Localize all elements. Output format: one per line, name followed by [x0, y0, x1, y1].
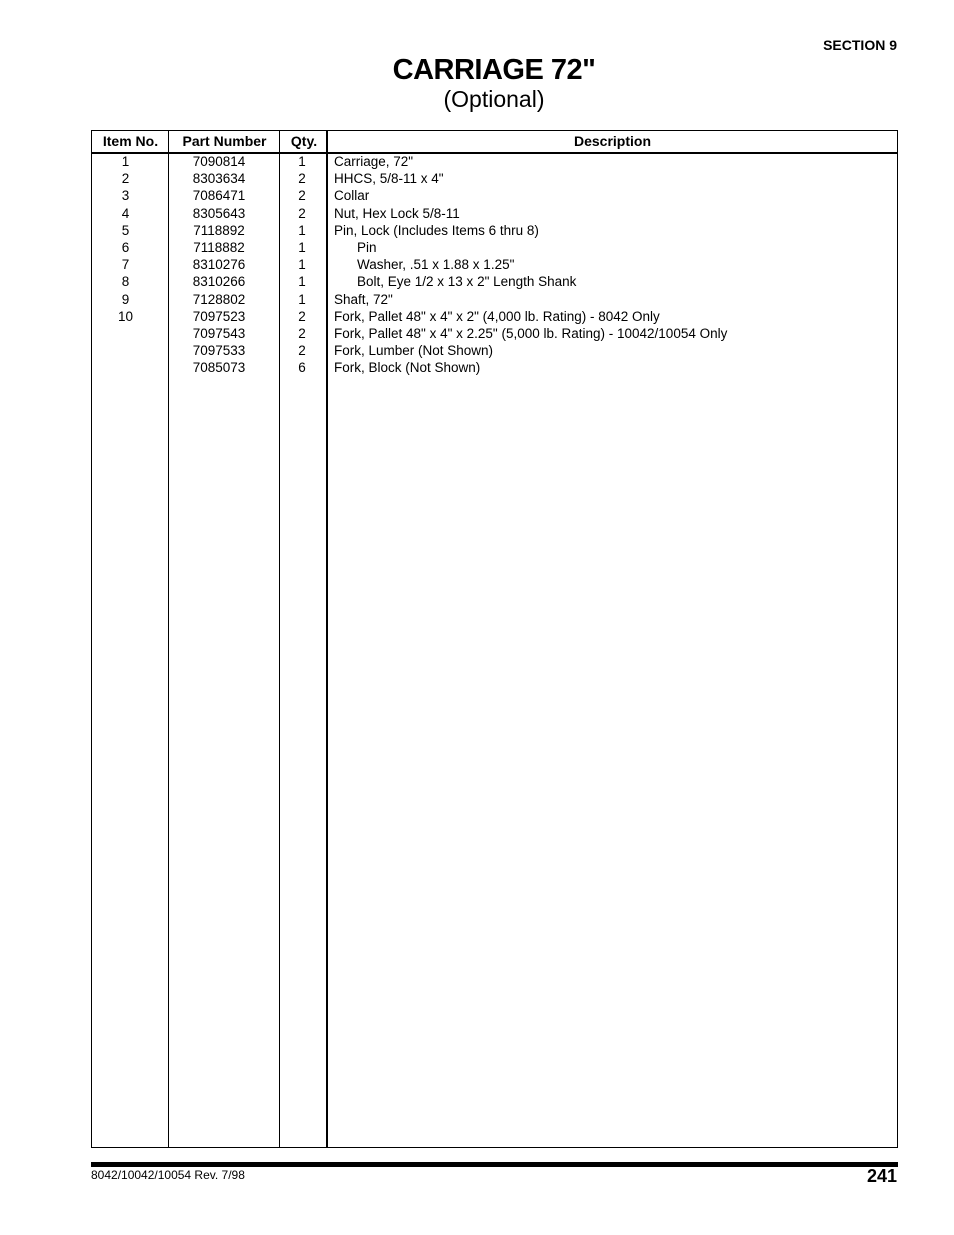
cell-description: Pin: [357, 239, 377, 255]
cell-part-number: 7097543: [192, 325, 246, 341]
cell-description: Nut, Hex Lock 5/8-11: [334, 205, 460, 221]
cell-part-number: 7128802: [192, 291, 246, 307]
table-row: [92, 187, 897, 204]
cell-item-no: 5: [121, 222, 130, 238]
cell-item-no: 9: [121, 291, 130, 307]
cell-qty: 1: [298, 257, 306, 273]
table-header: [92, 131, 897, 154]
footer-model-revision: 8042/10042/10054 Rev. 7/98: [91, 1168, 245, 1182]
header-part-number: Part Number: [182, 133, 267, 149]
cell-qty: 1: [298, 274, 306, 290]
cell-description: Shaft, 72": [334, 291, 393, 307]
cell-part-number: 8305643: [192, 205, 246, 221]
table-row: [92, 308, 897, 325]
page-subtitle: (Optional): [443, 86, 545, 112]
cell-part-number: 7085073: [192, 360, 246, 376]
table-row: [92, 342, 897, 359]
header-item-no: Item No.: [102, 133, 159, 149]
table-row: [92, 256, 897, 273]
cell-description: Washer, .51 x 1.88 x 1.25": [357, 257, 515, 273]
cell-qty: 2: [298, 343, 306, 359]
cell-description: Carriage, 72": [334, 154, 414, 169]
header-qty: Qty.: [290, 133, 318, 149]
table-body: [92, 153, 897, 376]
cell-description: Fork, Lumber (Not Shown): [334, 343, 494, 359]
cell-part-number: 7097533: [192, 343, 246, 359]
footer-rule: [91, 1162, 898, 1167]
cell-description: Fork, Pallet 48" x 4" x 2.25" (5,000 lb. Rating) - 10042/10054 Only: [334, 325, 728, 341]
cell-part-number: 7097523: [192, 308, 246, 324]
page-number: 241: [866, 1166, 897, 1186]
cell-item-no: 10: [117, 308, 134, 324]
cell-item-no: 4: [121, 205, 130, 221]
table-row: [92, 170, 897, 187]
table-row: [92, 325, 897, 342]
cell-qty: 1: [298, 222, 306, 238]
cell-part-number: 8310266: [192, 274, 246, 290]
cell-part-number: 7118892: [193, 222, 245, 238]
cell-description: Fork, Pallet 48" x 4" x 2" (4,000 lb. Rating) - 8042 Only: [334, 308, 660, 324]
cell-qty: 2: [298, 308, 306, 324]
header-description: Description: [573, 133, 651, 149]
cell-part-number: 8303634: [192, 171, 246, 187]
table-row: [92, 291, 897, 308]
cell-qty: 1: [298, 154, 306, 169]
cell-qty: 1: [298, 239, 306, 255]
cell-qty: 2: [298, 205, 306, 221]
table-row: [92, 153, 897, 170]
table-row: [92, 273, 897, 290]
cell-item-no: 2: [121, 171, 130, 187]
cell-item-no: 1: [121, 154, 130, 169]
section-label: SECTION 9: [823, 37, 897, 53]
cell-item-no: 6: [121, 239, 130, 255]
page-title: CARRIAGE 72": [392, 54, 596, 86]
cell-qty: 6: [298, 360, 306, 376]
table-row: [92, 239, 897, 256]
cell-part-number: 7118882: [193, 239, 245, 255]
cell-qty: 1: [298, 291, 306, 307]
table-row: [92, 359, 897, 376]
cell-description: Fork, Block (Not Shown): [334, 360, 481, 376]
cell-description: HHCS, 5/8-11 x 4": [334, 171, 444, 187]
table-row: [92, 222, 897, 239]
cell-item-no: 7: [121, 257, 130, 273]
parts-table: [91, 130, 898, 1148]
cell-qty: 2: [298, 171, 306, 187]
table-row: [92, 205, 897, 222]
cell-description: Bolt, Eye 1/2 x 13 x 2" Length Shank: [357, 274, 577, 290]
cell-qty: 2: [298, 325, 306, 341]
cell-part-number: 7086471: [192, 188, 246, 204]
cell-description: Pin, Lock (Includes Items 6 thru 8): [334, 222, 539, 238]
cell-qty: 2: [298, 188, 306, 204]
cell-item-no: 8: [121, 274, 130, 290]
cell-description: Collar: [334, 188, 370, 204]
cell-part-number: 8310276: [192, 257, 246, 273]
cell-part-number: 7090814: [192, 154, 246, 169]
cell-item-no: 3: [121, 188, 130, 204]
